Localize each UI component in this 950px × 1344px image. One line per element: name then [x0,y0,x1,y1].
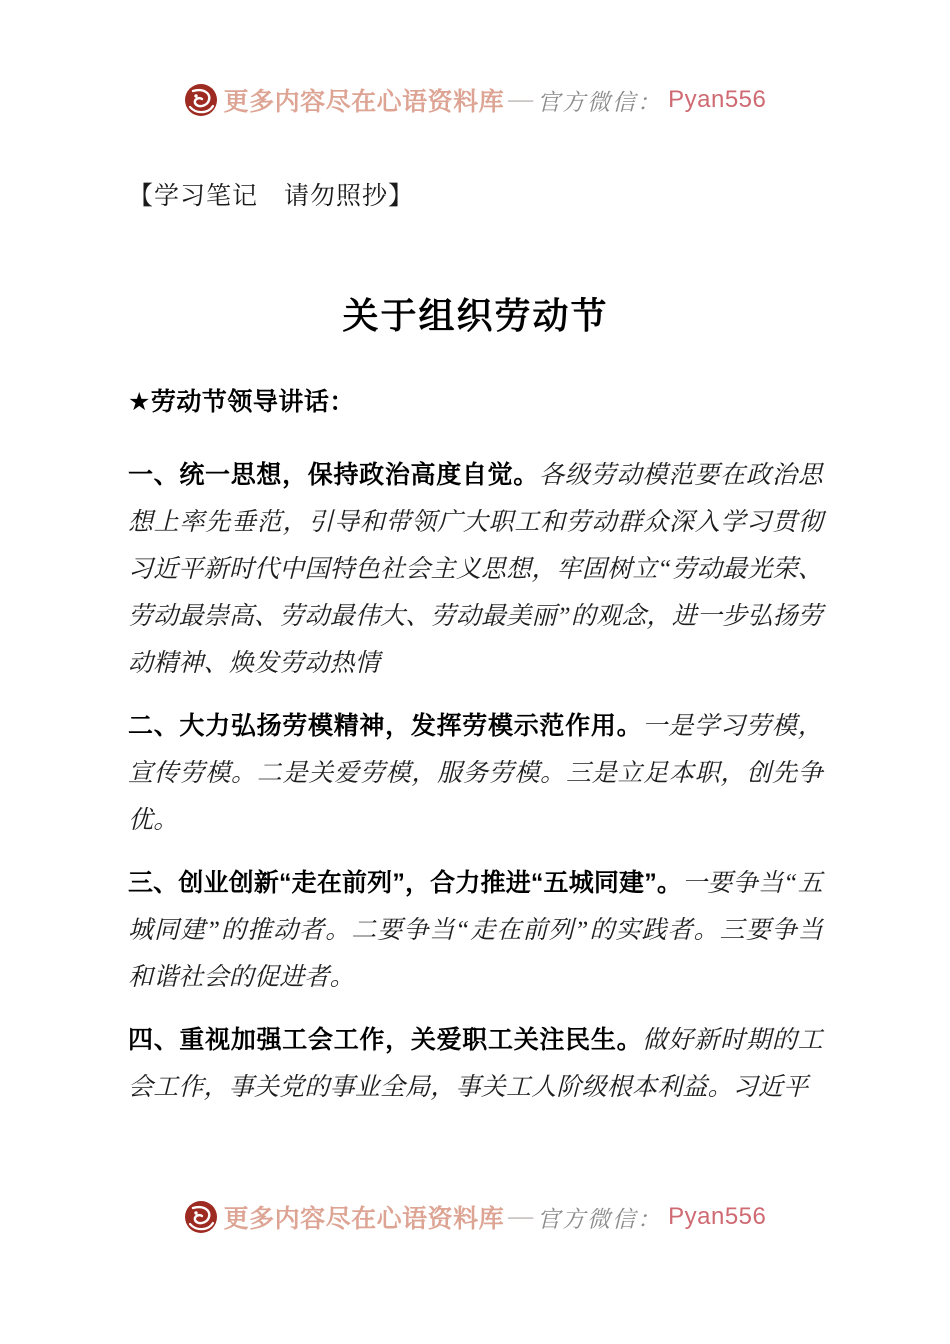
watermark-account-id: Pyan556 [668,1203,767,1230]
watermark-main-text: 更多内容尽在心语资料库 [223,1206,505,1233]
paragraph [128,1017,823,1111]
brand-logo-icon [184,83,218,117]
brand-logo-icon [184,1200,218,1234]
paragraph-lead: 三、创业创新“走在前列”，合力推进“五城同建”。 [128,869,683,897]
footer-watermark [0,1199,950,1235]
paragraph-lead: 四、重视加强工会工作，关爱职工关注民生。 [128,1026,643,1054]
paragraph-lead: 二、大力弘扬劳模精神，发挥劳模示范作用。 [128,712,643,740]
paragraph [128,703,823,844]
paragraph-rest: 各级劳动模范要在政治思想上率先垂范，引导和带领广大职工和劳动群众深入学习贯彻习近平新时代中国特色社会主义思想，牢固树立“劳动最光荣、劳动最崇高、劳动最伟大、劳动最美丽”的观念，进一步弘扬劳动精神、焕发劳动热情 [128,462,823,677]
page-title: 关于组织劳动节 [342,296,609,336]
watermark-account-id: Pyan556 [668,86,767,113]
watermark-dash: — [508,86,534,113]
watermark-subtitle: 官方微信： [537,1206,663,1232]
header-watermark [0,82,950,118]
paragraph-list [128,452,823,1111]
paragraph-rest: 一要争当“五城同建”的推动者。二要争当“走在前列”的实践者。三要争当和谐社会的促进者。 [128,870,823,991]
paragraph-lead: 一、统一思想，保持政治高度自觉。 [128,461,539,489]
study-note-disclaimer: 【学习笔记 请勿照抄】 [128,182,415,210]
paragraph [128,452,823,687]
paragraph-rest: 做好新时期的工会工作，事关党的事业全局，事关工人阶级根本利益。习近平 [128,1027,823,1101]
watermark-subtitle: 官方微信： [537,89,663,115]
paragraph-rest: 一是学习劳模，宣传劳模。二是关爱劳模，服务劳模。三是立足本职，创先争优。 [128,713,823,834]
section-heading: ★劳动节领导讲话： [128,388,355,416]
watermark-main-text: 更多内容尽在心语资料库 [223,89,505,116]
watermark-dash: — [508,1203,534,1230]
paragraph [128,860,823,1001]
